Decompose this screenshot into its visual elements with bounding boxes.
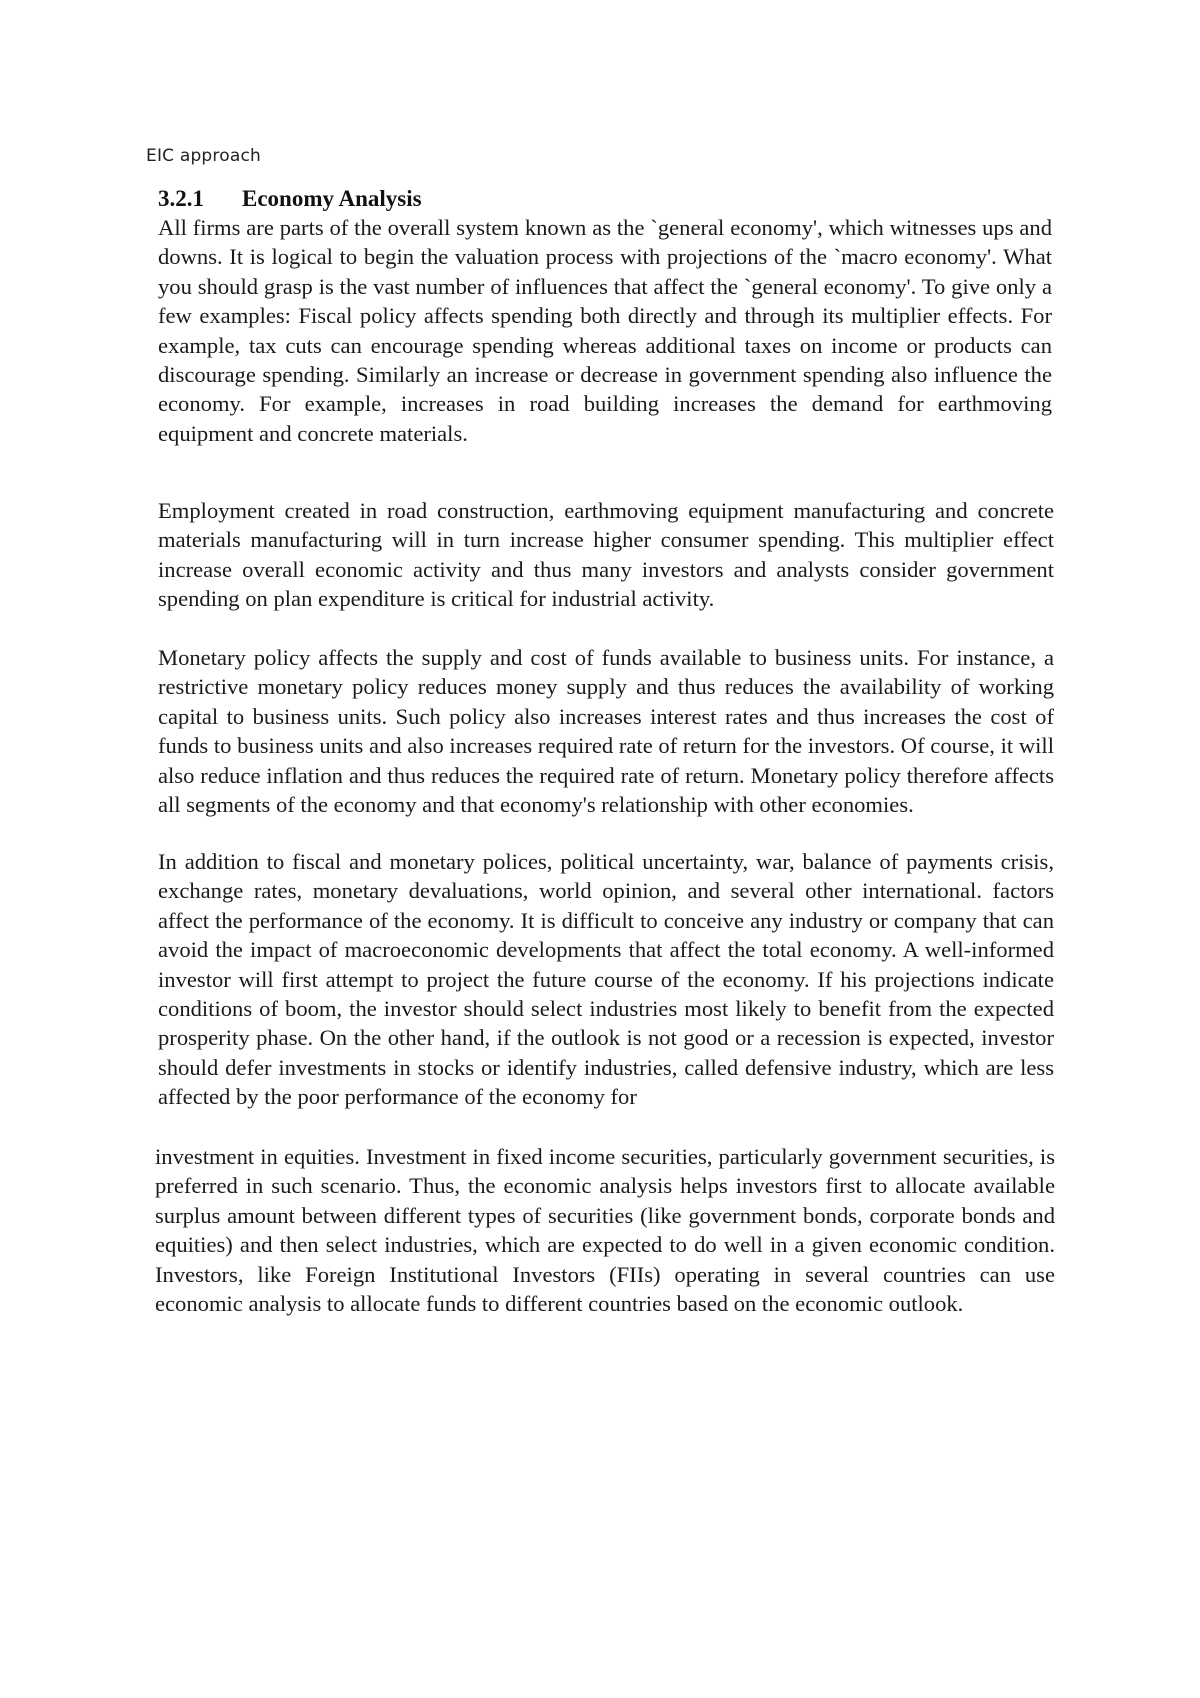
paragraph-employment: Employment created in road construction, earthmoving equipment manufacturing and concrete materials manufacturing will in turn increase higher consumer spending. This multiplier effect increase overall economic activity and thus many investors and analysts consider government spending on plan expenditure is critical for industrial activity. [158,498,1054,612]
section-number: 3.2.1 [158,186,204,211]
page-header-label: EIC approach [146,146,261,166]
section-title: Economy Analysis [242,186,422,211]
paragraph-fiscal-policy: All firms are parts of the overall system known as the `general economy', which witnesses ups and downs. It is logical to begin the valuation process with projections of the `macro economy'. What you should grasp is the vast number of influences that affect the `general economy'. To give only a few examples: Fiscal policy affects spending both directly and through its multiplier effects. For example, tax cuts can encourage spending whereas additional taxes on income or products can discourage spending. Similarly an increase or decrease in government spending also influence the economy. For example, increases in road building increases the demand for earthmoving equipment and concrete materials. [158,215,1052,446]
paragraph-monetary-policy: Monetary policy affects the supply and cost of funds available to business units. For instance, a restrictive monetary policy reduces money supply and thus reduces the availability of working capital to business units. Such policy also increases interest rates and thus increases the cost of funds to business units and also increases required rate of return for the investors. Of course, it will also reduce inflation and thus reduces the required rate of return. Monetary policy therefore affects all segments of the economy and that economy's relationship with other economies. [158,645,1054,818]
paragraph-other-factors: In addition to fiscal and monetary polices, political uncertainty, war, balance of payments crisis, exchange rates, monetary devaluations, world opinion, and several other international. factors affect the performance of the economy. It is difficult to conceive any industry or company that can avoid the impact of macroeconomic developments that affect the total economy. A well-informed investor will first attempt to project the future course of the economy. If his projections indicate conditions of boom, the investor should select industries most likely to benefit from the expected prosperity phase. On the other hand, if the outlook is not good or a recession is expected, investor should defer investments in stocks or identify industries, called defensive industry, which are less affected by the poor performance of the economy for [158,849,1054,1110]
paragraph-investment-allocation: investment in equities. Investment in fixed income securities, particularly government securities, is preferred in such scenario. Thus, the economic analysis helps investors first to allocate available surplus amount between different types of securities (like government bonds, corporate bonds and equities) and then select industries, which are expected to do well in a given economic condition. Investors, like Foreign Institutional Investors (FIIs) operating in several countries can use economic analysis to allocate funds to different countries based on the economic outlook. [155,1144,1055,1317]
section-heading [158,186,422,212]
